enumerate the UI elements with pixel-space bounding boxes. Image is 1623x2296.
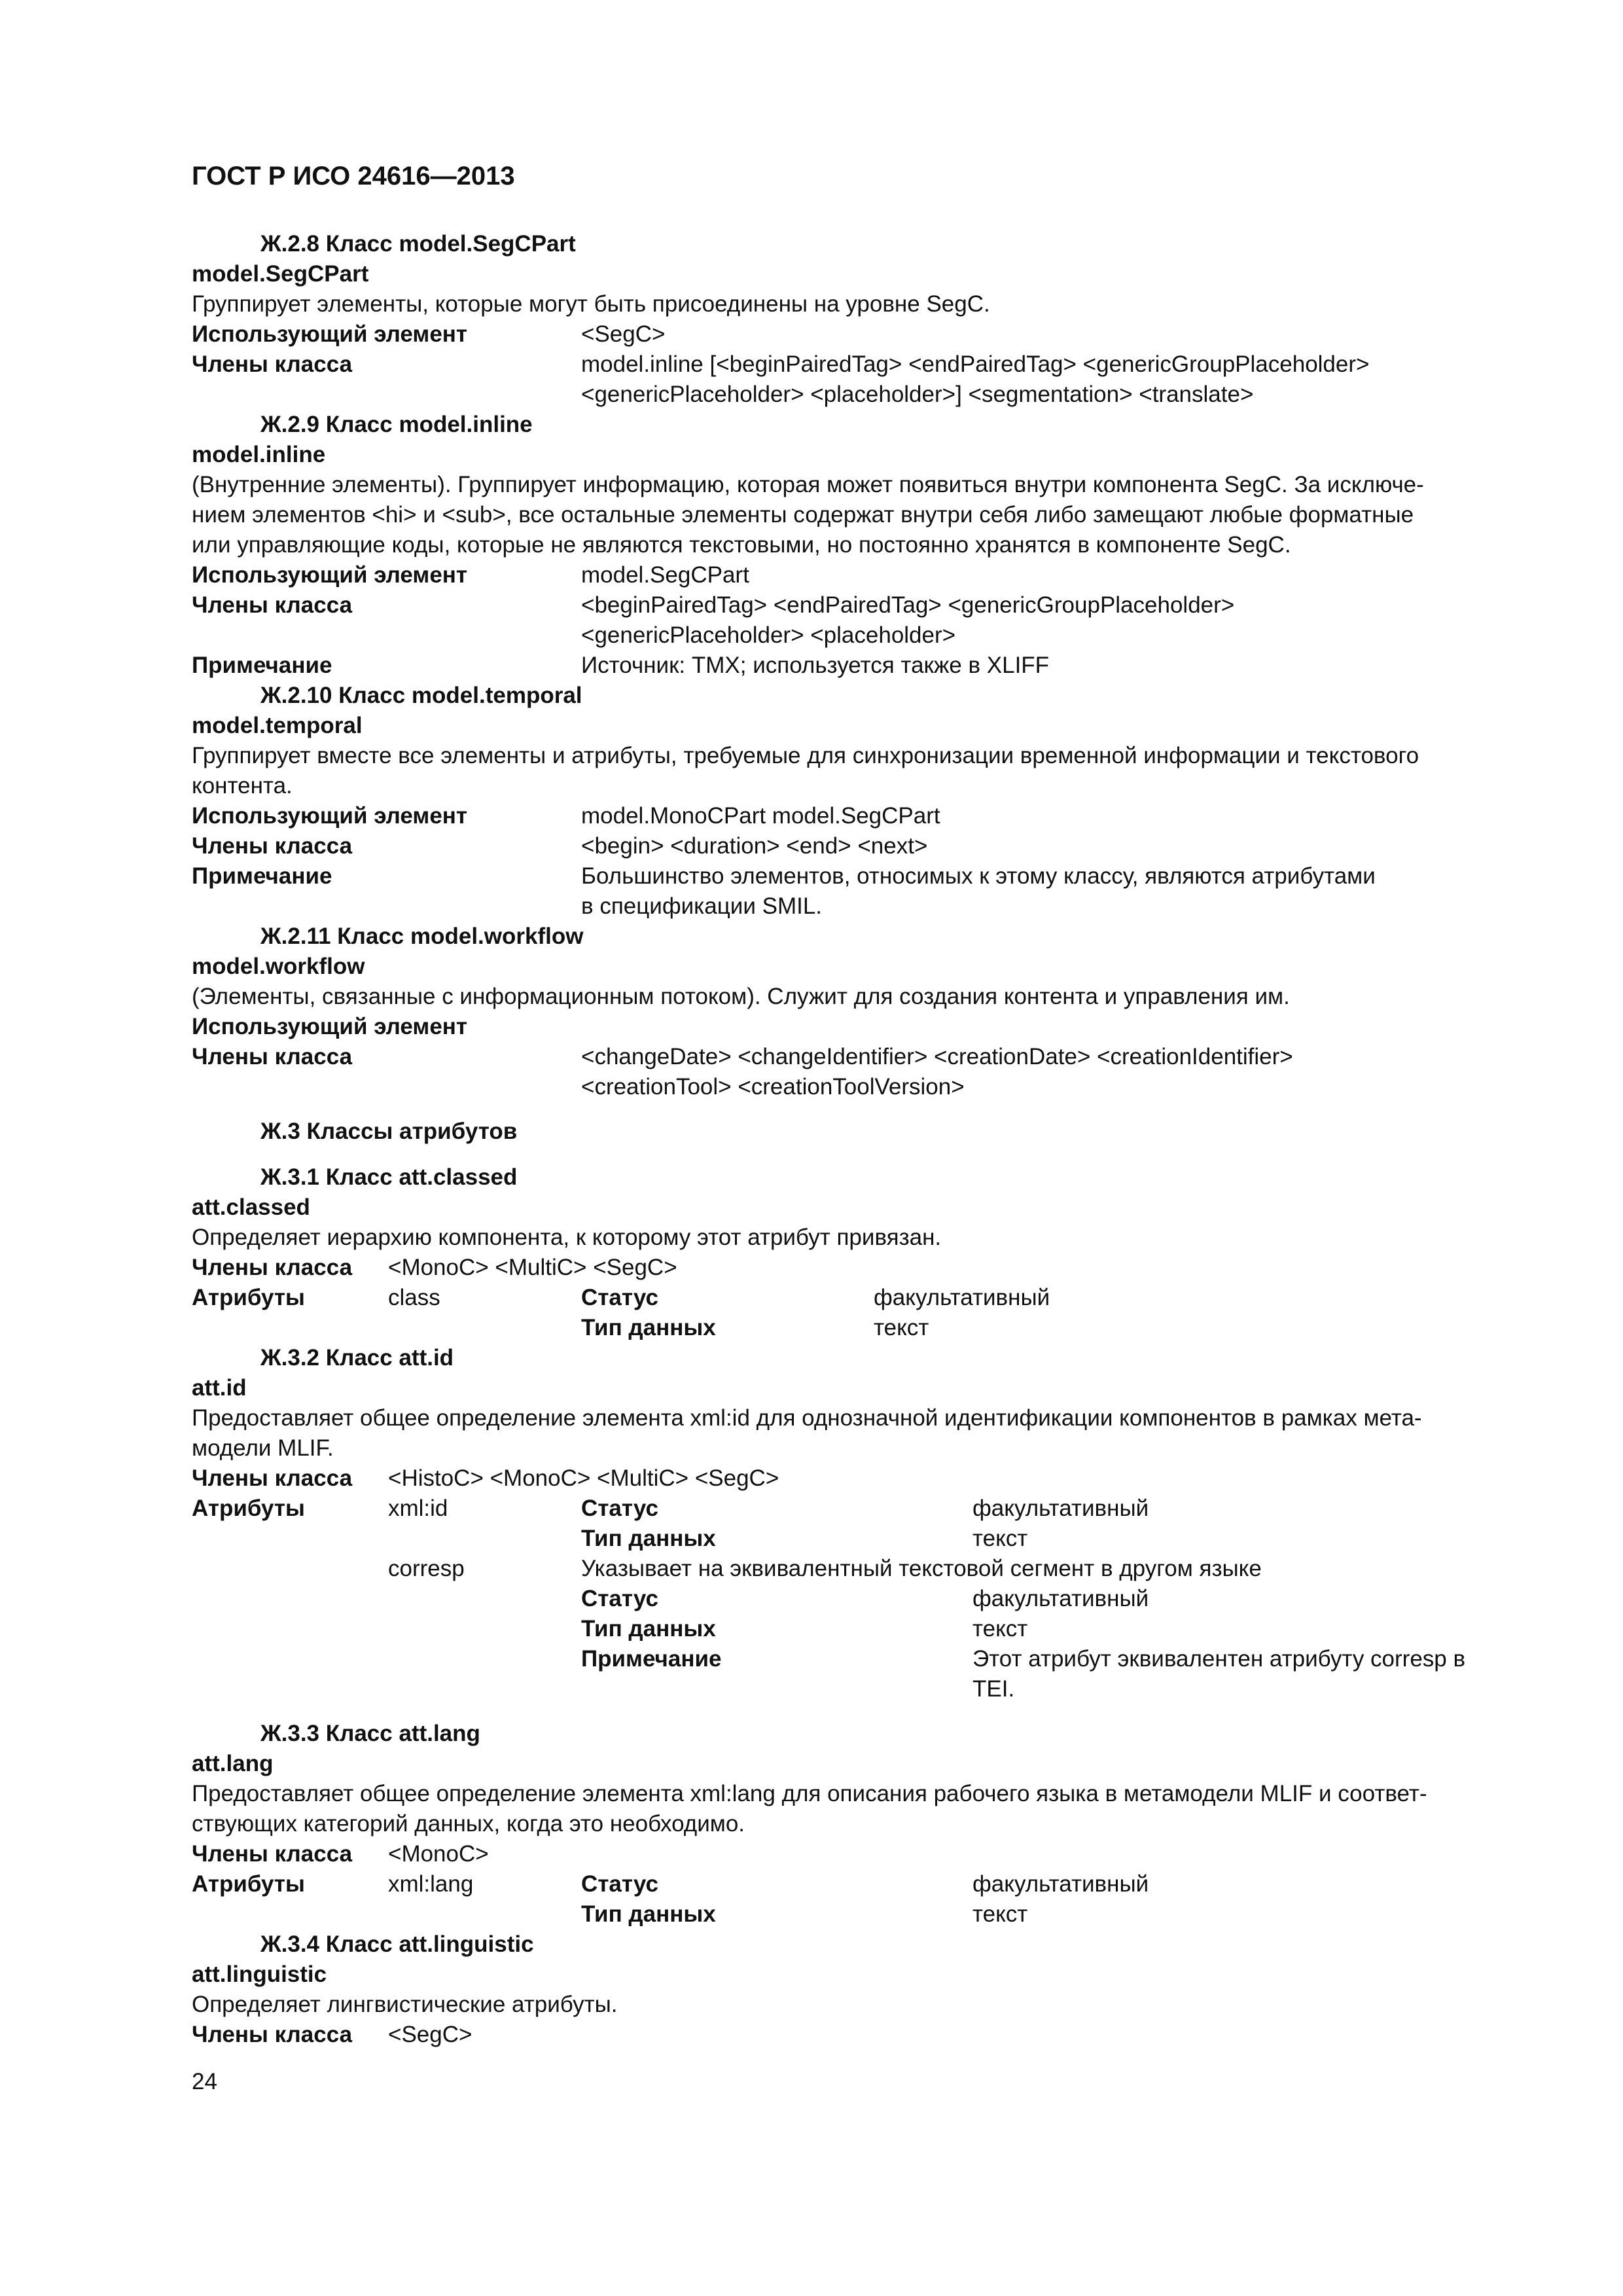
field-label: Использующий элемент [192,321,468,347]
field-value: <genericPlaceholder> <placeholder>] <segmentation> <translate> [581,382,1254,407]
class-name: att.linguistic [192,1962,327,1987]
field-value: model.inline [<beginPairedTag> <endPairedTag> <genericGroupPlaceholder> [581,351,1370,377]
field-label: Атрибуты [192,1285,305,1310]
field-label: Члены класса [192,833,353,859]
field-label: Члены класса [192,1044,353,1069]
field-value: факультативный [972,1496,1149,1521]
field-value: <MonoC> <MultiC> <SegC> [388,1255,677,1280]
field-value: <HistoC> <MonoC> <MultiC> <SegC> [388,1465,779,1491]
field-label: Тип данных [581,1901,716,1927]
field-value: <beginPairedTag> <endPairedTag> <genericGroupPlaceholder> [581,592,1235,618]
class-description: или управляющие коды, которые не являются текстовыми, но постоянно хранятся в компоненте SegC. [192,532,1291,558]
field-label: Атрибуты [192,1496,305,1521]
section-heading: Ж.3.1 Класс att.classed [260,1164,518,1190]
attribute-name: corresp [388,1556,465,1581]
field-value: <begin> <duration> <end> <next> [581,833,928,859]
field-label: Члены класса [192,1841,353,1867]
field-value: <SegC> [581,321,666,347]
field-label: Использующий элемент [192,562,468,588]
class-description: Группирует элементы, которые могут быть присоединены на уровне SegC. [192,291,990,317]
section-heading: Ж.2.8 Класс model.SegCPart [260,231,576,257]
field-value: <changeDate> <changeIdentifier> <creationDate> <creationIdentifier> [581,1044,1293,1069]
field-value: model.MonoCPart model.SegCPart [581,803,940,829]
field-label: Статус [581,1586,658,1611]
field-label: Члены класса [192,592,353,618]
field-value: Этот атрибут эквивалентен атрибуту corresp в [972,1646,1466,1672]
section-heading: Ж.2.11 Класс model.workflow [260,924,584,949]
field-value: Источник: TMX; используется также в XLIFF [581,653,1050,678]
field-value: в спецификации SMIL. [581,893,823,919]
class-description: контента. [192,773,293,798]
class-description: Определяет иерархию компонента, к которому этот атрибут привязан. [192,1225,942,1250]
field-value: текст [972,1616,1028,1641]
class-description: нием элементов <hi> и <sub>, все остальные элементы содержат внутри себя либо замещают любые форматные [192,502,1414,528]
field-value: <creationTool> <creationToolVersion> [581,1074,965,1100]
field-label: Использующий элемент [192,803,468,829]
section-heading: Ж.2.9 Класс model.inline [260,412,533,437]
field-value: факультативный [972,1586,1149,1611]
field-value: текст [972,1526,1028,1551]
attribute-description: Указывает на эквивалентный текстовой сегмент в другом языке [581,1556,1262,1581]
field-label: Статус [581,1285,658,1310]
field-label: Примечание [581,1646,722,1672]
field-value: факультативный [874,1285,1050,1310]
class-description: Группирует вместе все элементы и атрибуты, требуемые для синхронизации временной информации и текстового [192,743,1419,768]
attribute-name: xml:id [388,1496,448,1521]
field-label: Использующий элемент [192,1014,468,1039]
field-value: <genericPlaceholder> <placeholder> [581,622,956,648]
section-heading: Ж.2.10 Класс model.temporal [260,683,582,708]
class-name: model.inline [192,442,326,467]
class-description: (Внутренние элементы). Группирует информацию, которая может появиться внутри компонента SegC. За исключе- [192,472,1424,497]
section-heading: Ж.3 Классы атрибутов [260,1119,518,1144]
field-value: факультативный [972,1871,1149,1897]
page-number: 24 [192,2069,217,2094]
attribute-name: class [388,1285,440,1310]
field-value: TEI. [972,1676,1015,1702]
field-label: Атрибуты [192,1871,305,1897]
field-value: model.SegCPart [581,562,749,588]
document-header: ГОСТ Р ИСО 24616—2013 [192,162,515,190]
field-label: Примечание [192,653,332,678]
class-description: Определяет лингвистические атрибуты. [192,1992,618,2017]
class-description: (Элементы, связанные с информационным потоком). Служит для создания контента и управления им. [192,984,1290,1009]
field-value: текст [874,1315,929,1340]
field-label: Статус [581,1496,658,1521]
field-label: Тип данных [581,1616,716,1641]
section-heading: Ж.3.4 Класс att.linguistic [260,1931,534,1957]
section-heading: Ж.3.2 Класс att.id [260,1345,454,1371]
section-heading: Ж.3.3 Класс att.lang [260,1721,480,1746]
class-name: model.workflow [192,954,365,979]
field-label: Члены класса [192,2022,353,2047]
class-name: model.SegCPart [192,261,369,287]
field-value: <SegC> [388,2022,473,2047]
field-label: Члены класса [192,1255,353,1280]
class-description: Предоставляет общее определение элемента xml:lang для описания рабочего языка в метамодели MLIF и соответ- [192,1781,1427,1806]
field-label: Примечание [192,863,332,889]
class-name: att.id [192,1375,247,1401]
field-label: Тип данных [581,1526,716,1551]
field-label: Члены класса [192,1465,353,1491]
class-name: att.classed [192,1194,310,1220]
field-value: Большинство элементов, относимых к этому классу, являются атрибутами [581,863,1376,889]
class-description: ствующих категорий данных, когда это необходимо. [192,1811,745,1837]
field-label: Тип данных [581,1315,716,1340]
class-description: модели MLIF. [192,1435,334,1461]
class-name: model.temporal [192,713,363,738]
field-value: <MonoC> [388,1841,489,1867]
class-name: att.lang [192,1751,274,1776]
field-label: Статус [581,1871,658,1897]
field-value: текст [972,1901,1028,1927]
attribute-name: xml:lang [388,1871,474,1897]
field-label: Члены класса [192,351,353,377]
class-description: Предоставляет общее определение элемента xml:id для однозначной идентификации компонентов в рамках мета- [192,1405,1422,1431]
